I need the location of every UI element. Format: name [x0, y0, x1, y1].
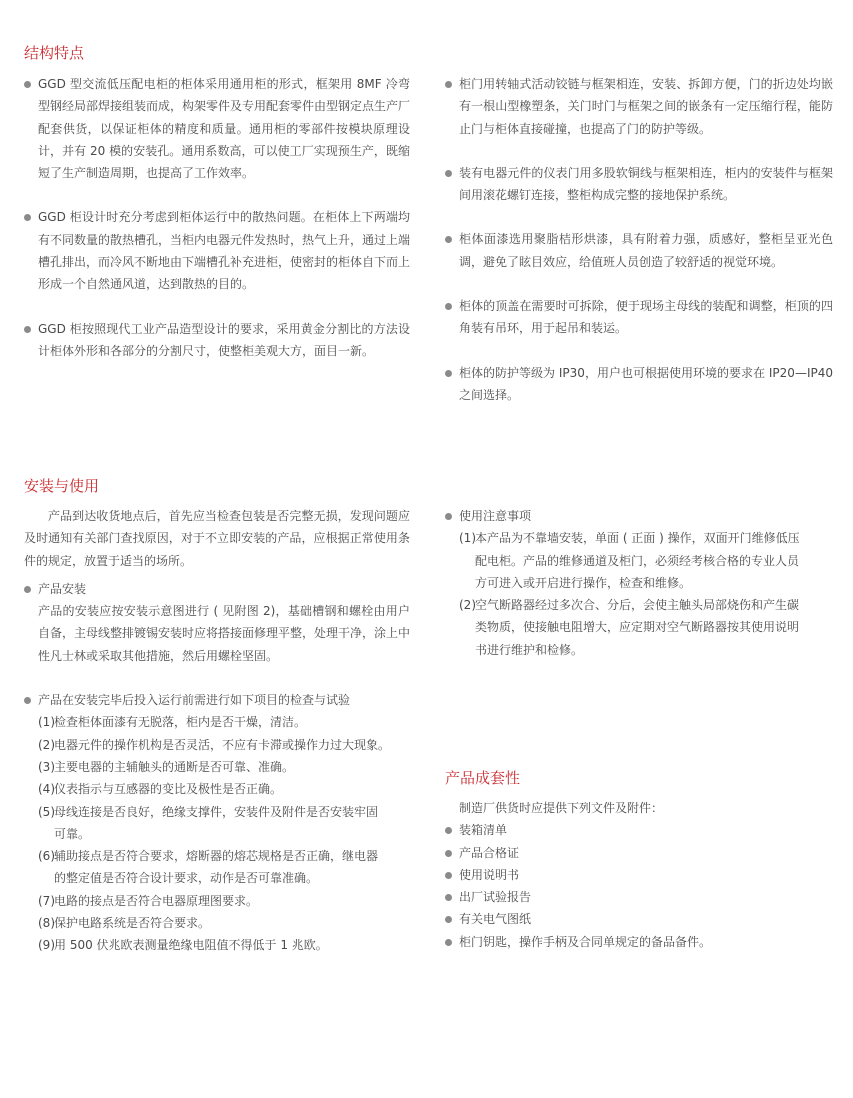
- structure-right-column: [445, 73, 833, 406]
- completeness-list: [445, 819, 833, 953]
- install-text: 产品的安装应按安装示意图进行 ( 见附图 2)，基础槽钢和螺栓由用户自备，主母线整排镀锡安装时应将搭接面修理平整，处理干净，涂上中性凡士林或采取其他措施，然后用螺栓坚固。: [38, 604, 411, 663]
- list-item-install-title: 产品安装: [24, 578, 410, 600]
- check-item-number: (8): [38, 916, 55, 931]
- check-item-number: (5): [38, 804, 55, 819]
- check-item-text: 辅助接点是否符合要求，熔断器的熔芯规格是否正确，继电器: [54, 849, 379, 864]
- note-item: [445, 527, 833, 594]
- note-line: 配电柜。产品的维修通道及柜门，必须经考核合格的专业人员: [475, 553, 800, 568]
- check-item: [24, 845, 410, 890]
- check-item-number: (6): [38, 849, 55, 864]
- list-item: 使用说明书: [445, 864, 833, 886]
- check-item: [24, 711, 410, 733]
- check-item: [24, 890, 410, 912]
- list-item: GGD 型交流低压配电柜的柜体采用通用柜的形式，框架用 8MF 冷弯型钢经局部焊接组装而成，构架零件及专用配套零件由型钢定点生产厂配套供货，以保证柜体的精度和质量。通用柜的零部件按模块原理设计，并有 20 模的安装孔。通用系数高，可以使工厂实现预生产，既缩短了生产制造周期，也提高了工作效率。: [24, 73, 410, 184]
- check-item-text: 保护电路系统是否符合要求。: [54, 916, 211, 931]
- list-item: 装箱清单: [445, 819, 833, 841]
- note-line: 方可进入或开启进行操作，检查和维修。: [475, 575, 692, 590]
- checks-list: [24, 711, 410, 956]
- list-item: 出厂试验报告: [445, 886, 833, 908]
- section-title-install: 安装与使用: [24, 477, 100, 495]
- check-item: [24, 912, 410, 934]
- install-left-column: [24, 505, 410, 957]
- note-item-text: 空气断路器经过多次合、分后，会使主触头局部烧伤和产生碳: [475, 598, 800, 613]
- check-item-text: 仪表指示与互感器的变比及极性是否正确。: [54, 782, 283, 797]
- note-line: 书进行维护和检修。: [475, 642, 584, 657]
- list-item-notes-title: 使用注意事项: [445, 505, 833, 527]
- list-item: 装有电器元件的仪表门用多股软铜线与框架相连，柜内的安装件与框架间用滚花螺钉连接，整柜构成完整的接地保护系统。: [445, 162, 833, 207]
- check-item-number: (2): [38, 737, 55, 752]
- note-item-number: (2): [459, 598, 476, 613]
- note-line: [459, 527, 833, 549]
- list-item: 柜门钥匙，操作手柄及合同单规定的备品备件。: [445, 931, 833, 953]
- list-item: 有关电气图纸: [445, 908, 833, 930]
- list-item: 柜体的顶盖在需要时可拆除，便于现场主母线的装配和调整，柜顶的四角装有吊环，用于起吊和装运。: [445, 295, 833, 340]
- check-item: [24, 801, 410, 846]
- list-item: 柜体面漆选用聚脂桔形烘漆，具有附着力强，质感好，整柜呈亚光色调，避免了眩目效应，给值班人员创造了较舒适的视觉环境。: [445, 228, 833, 273]
- note-item-number: (1): [459, 531, 476, 546]
- section-title-structure: 结构特点: [24, 44, 85, 62]
- list-item-checks-title: 产品在安装完毕后投入运行前需进行如下项目的检查与试验: [24, 689, 410, 711]
- check-item-number: (9): [38, 938, 55, 953]
- note-line: 类物质，使接触电阻增大，应定期对空气断路器按其使用说明: [475, 620, 800, 635]
- note-item-text: 本产品为不靠墙安装，单面 ( 正面 ) 操作，双面开门维修低压: [475, 531, 800, 546]
- structure-left-column: [24, 73, 410, 362]
- check-item-number: (3): [38, 759, 55, 774]
- list-item: GGD 柜按照现代工业产品造型设计的要求，采用黄金分割比的方法设计柜体外形和各部分的分割尺寸，使整柜美观大方，面目一新。: [24, 318, 410, 363]
- check-item-text: 用 500 伏兆欧表测量绝缘电阻值不得低于 1 兆欧。: [54, 938, 328, 953]
- check-item: [24, 934, 410, 956]
- install-right-column: [445, 505, 833, 661]
- check-item-number: (1): [38, 715, 55, 730]
- check-item: [24, 756, 410, 778]
- check-item-text: 电器元件的操作机构是否灵活，不应有卡滞或操作力过大现象。: [54, 737, 391, 752]
- check-item: [24, 778, 410, 800]
- completeness-column: [445, 797, 833, 953]
- completeness-intro: 制造厂供货时应提供下列文件及附件：: [459, 801, 664, 815]
- check-item-text-cont: 的整定值是否符合设计要求，动作是否可靠准确。: [54, 871, 319, 886]
- list-item: 产品合格证: [445, 842, 833, 864]
- check-item-text: 检查柜体面漆有无脱落，柜内是否干燥，清洁。: [54, 715, 307, 730]
- install-intro: 产品到达收货地点后，首先应当检查包装是否完整无损，发现问题应及时通知有关部门查找原因，对于不立即安装的产品，应根据正常使用条件的规定，放置于适当的场所。: [24, 509, 410, 568]
- section-title-completeness: 产品成套性: [445, 769, 521, 787]
- check-item-text: 电路的接点是否符合电器原理图要求。: [54, 893, 259, 908]
- check-item-text: 母线连接是否良好，绝缘支撑件，安装件及附件是否安装牢固: [54, 804, 379, 819]
- notes-list: [445, 527, 833, 661]
- check-item-text: 主要电器的主辅触头的通断是否可靠、准确。: [54, 759, 295, 774]
- check-item-number: (4): [38, 782, 55, 797]
- check-item: [24, 734, 410, 756]
- list-item: 柜体的防护等级为 IP30，用户也可根据使用环境的要求在 IP20—IP40 之间选择。: [445, 362, 833, 407]
- check-item-text-cont: 可靠。: [54, 826, 91, 841]
- list-item: 柜门用转轴式活动铰链与框架相连，安装、拆卸方便，门的折边处均嵌有一根山型橡塑条，关门时门与框架之间的嵌条有一定压缩行程，能防止门与柜体直接碰撞，也提高了门的防护等级。: [445, 73, 833, 140]
- note-line: [459, 594, 833, 616]
- list-item: GGD 柜设计时充分考虑到柜体运行中的散热问题。在柜体上下两端均有不同数量的散热槽孔，当柜内电器元件发热时，热气上升，通过上端槽孔排出，而冷风不断地由下端槽孔补充进柜，使密封的柜体自下而上形成一个自然通风道，达到散热的目的。: [24, 206, 410, 295]
- check-item-number: (7): [38, 893, 55, 908]
- note-item: [445, 594, 833, 661]
